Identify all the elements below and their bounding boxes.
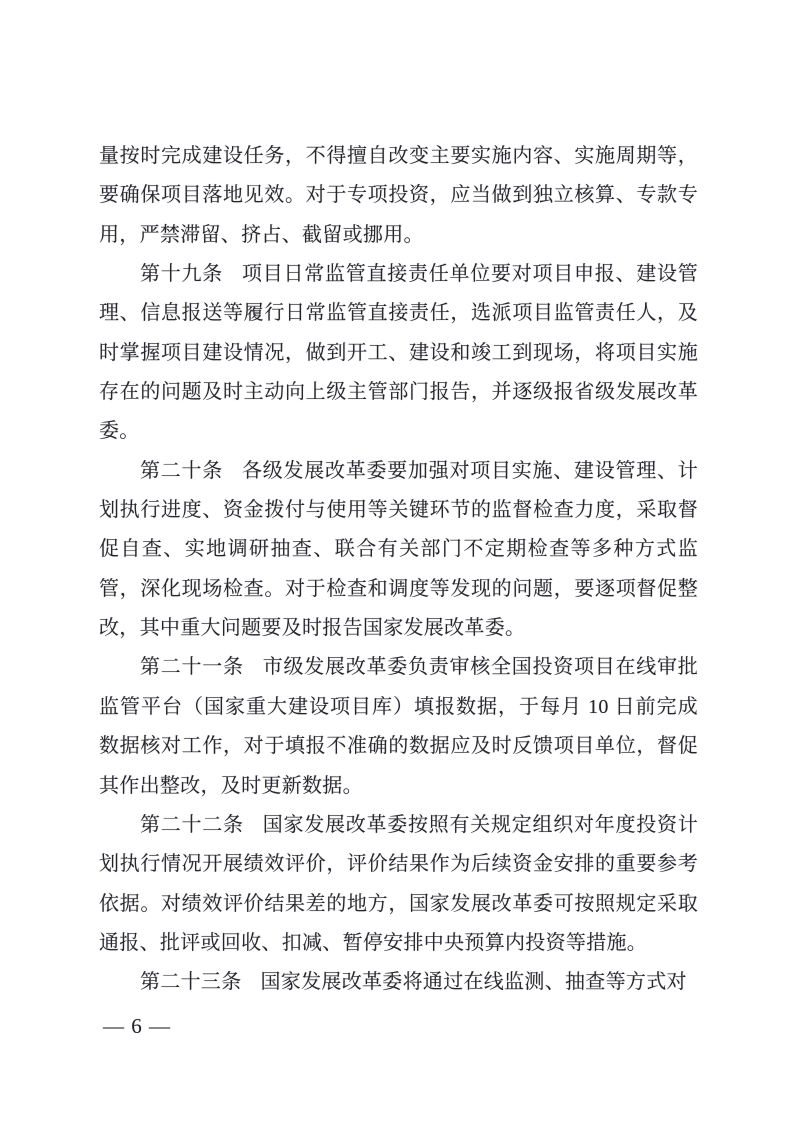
paragraph-text: 量按时完成建设任务，不得擅自改变主要实施内容、实施周期等，要确保项目落地见效。对于专项投资，应当做到独立核算、专款专用，严禁滞留、挤占、截留或挪用。 [99, 145, 698, 246]
article-heading: 第十九条 [140, 263, 223, 286]
paragraph-article-23 [99, 963, 698, 1002]
paragraph-article-21 [99, 648, 698, 805]
article-heading: 第二十一条 [140, 656, 244, 679]
paragraph-text: 项目日常监管直接责任单位要对项目申报、建设管理、信息报送等履行日常监管直接责任，选派项目监管责任人，及时掌握项目建设情况，做到开工、建设和竣工到现场，将项目实施存在的问题及时主动向上级主管部门报告，并逐级报省级发展改革委。 [99, 263, 698, 443]
article-heading: 第二十三条 [140, 971, 242, 994]
paragraph-text: 国家发展改革委将通过在线监测、抽查等方式对 [260, 971, 687, 994]
paragraph-article-20 [99, 452, 698, 649]
document-body [99, 137, 698, 1003]
paragraph [99, 137, 698, 255]
page-number: — 6 — [103, 1014, 171, 1038]
paragraph-text: 国家发展改革委按照有关规定组织对年度投资计划执行情况开展绩效评价，评价结果作为后续资金安排的重要参考依据。对绩效评价结果差的地方，国家发展改革委可按照规定采取通报、批评或回收、扣减、暂停安排中央预算内投资等措施。 [99, 813, 698, 954]
paragraph-text: 各级发展改革委要加强对项目实施、建设管理、计划执行进度、资金拨付与使用等关键环节的监督检查力度，采取督促自查、实地调研抽查、联合有关部门不定期检查等多种方式监管，深化现场检查。对于检查和调度等发现的问题，要逐项督促整改，其中重大问题要及时报告国家发展改革委。 [99, 459, 698, 640]
paragraph-text: 市级发展改革委负责审核全国投资项目在线审批监管平台（国家重大建设项目库）填报数据，于每月 10 日前完成数据核对工作，对于填报不准确的数据应及时反馈项目单位，督促其作出整改，及时更新数据。 [99, 656, 698, 797]
article-heading: 第二十条 [140, 459, 223, 482]
page-footer [103, 1014, 171, 1038]
paragraph-article-22 [99, 806, 698, 963]
article-heading: 第二十二条 [140, 813, 244, 836]
paragraph-article-19 [99, 255, 698, 452]
